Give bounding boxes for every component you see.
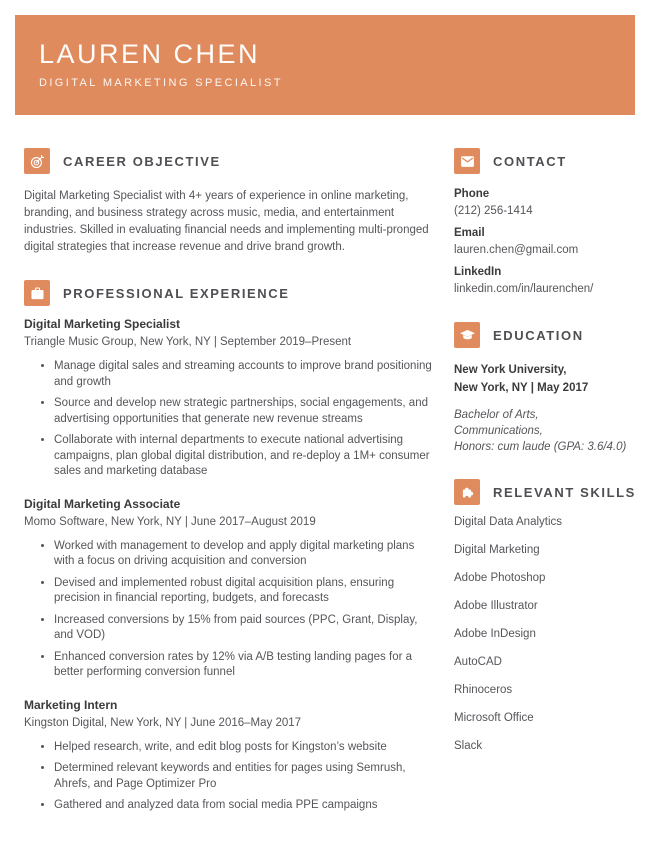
skill-item: AutoCAD (454, 656, 502, 668)
job-bullet: • Collaborate with internal departments to execute national advertising campaigns, plan global digital distribution, and re-deploy a 1M+ consumer sales and marketing database (54, 433, 436, 480)
education-header (454, 322, 638, 348)
skill-item: Digital Data Analytics (454, 516, 563, 528)
professional-experience-header (24, 280, 436, 306)
job-entry (24, 697, 436, 814)
education-detail-line: Bachelor of Arts, (454, 409, 539, 421)
job-bullet-list (24, 740, 436, 814)
contact-label: Phone (454, 188, 490, 200)
job-bullet: • Worked with management to develop and apply digital marketing plans with a focus on driving acquisition and conversion (54, 539, 436, 570)
job-entry (24, 316, 436, 480)
contact-phone-value: (212) 256-1414 (454, 205, 533, 217)
education-title: EDUCATION (493, 327, 584, 343)
contact-linkedin-value: linkedin.com/in/laurenchen/ (454, 283, 594, 295)
skill-item: Adobe Photoshop (454, 572, 546, 584)
education-detail-line: Communications, (454, 425, 543, 437)
contact-item (454, 186, 638, 220)
job-role: Digital Marketing Specialist (24, 317, 181, 331)
education-details (454, 407, 638, 455)
right-column (454, 148, 638, 814)
candidate-name: LAUREN CHEN (39, 39, 261, 69)
candidate-job-title: DIGITAL MARKETING SPECIALIST (39, 77, 283, 89)
relevant-skills-header (454, 479, 638, 505)
job-role: Marketing Intern (24, 697, 118, 712)
job-bullet-list (24, 359, 436, 480)
job-entry (24, 496, 436, 681)
relevant-skills-title: RELEVANT SKILLS (493, 484, 636, 500)
job-bullet: • Helped research, write, and edit blog posts for Kingston’s website (54, 740, 436, 756)
contact-item (454, 225, 638, 259)
career-objective-header (24, 148, 436, 174)
contact-list (454, 186, 638, 298)
objective-text: Digital Marketing Specialist with 4+ years of experience in online marketing, branding, and business strategy across music, media, and entertainment industries. Skilled in evaluating financial needs and implementing multi-pronged digital strategies that increase revenue and drive brand growth. (24, 190, 429, 253)
job-bullet: • Determined relevant keywords and entities for pages using Semrush, Ahrefs, and Page Optimizer Pro (54, 761, 436, 792)
briefcase-icon (24, 280, 50, 306)
puzzle-piece-icon (454, 479, 480, 505)
education-school-line: New York, NY | May 2017 (454, 382, 589, 394)
skill-item: Digital Marketing (454, 544, 540, 556)
job-bullet: • Devised and implemented robust digital acquisition plans, ensuring precision in financial reporting, budgets, and forecasts (54, 576, 436, 607)
career-objective-title: CAREER OBJECTIVE (63, 153, 221, 169)
education-school-line: New York University, (454, 364, 567, 376)
job-role: Digital Marketing Associate (24, 496, 181, 511)
job-bullet: • Enhanced conversion rates by 12% via A/B testing landing pages for a better performing conversion funnel (54, 650, 436, 681)
job-company-dates: Momo Software, New York, NY | June 2017–August 2019 (24, 515, 316, 528)
jobs-list (24, 316, 436, 814)
graduation-cap-icon (454, 322, 480, 348)
contact-item (454, 264, 638, 298)
contact-label: LinkedIn (454, 266, 502, 278)
header-banner (15, 15, 635, 115)
job-company-dates: Kingston Digital, New York, NY | June 2016–May 2017 (24, 716, 302, 729)
skills-list (454, 514, 638, 755)
skill-item: Slack (454, 740, 483, 752)
job-bullet: • Increased conversions by 15% from paid sources (PPC, Grant, Display, and VOD) (54, 613, 436, 644)
professional-experience-title: PROFESSIONAL EXPERIENCE (63, 285, 290, 301)
job-company-dates: Triangle Music Group, New York, NY | September 2019–Present (24, 336, 352, 348)
job-bullet-list (24, 539, 436, 681)
job-bullet: • Source and develop new strategic partnerships, social engagements, and advertising opportunities that generate new revenue streams (54, 396, 436, 427)
contact-title: CONTACT (493, 153, 567, 169)
content-columns (0, 148, 650, 814)
left-column (24, 148, 436, 814)
skill-item: Rhinoceros (454, 684, 513, 696)
skill-item: Microsoft Office (454, 712, 534, 724)
envelope-icon (454, 148, 480, 174)
education-detail-line: Honors: cum laude (GPA: 3.6/4.0) (454, 441, 627, 453)
target-icon (24, 148, 50, 174)
job-bullet: • Gathered and analyzed data from social media PPE campaigns (54, 798, 436, 814)
education-school (454, 361, 638, 397)
skill-item: Adobe Illustrator (454, 600, 538, 612)
contact-email-value: lauren.chen@gmail.com (454, 244, 579, 256)
job-bullet: • Manage digital sales and streaming accounts to improve brand positioning and growth (54, 359, 436, 390)
skill-item: Adobe InDesign (454, 628, 536, 640)
contact-label: Email (454, 227, 485, 239)
contact-header (454, 148, 638, 174)
